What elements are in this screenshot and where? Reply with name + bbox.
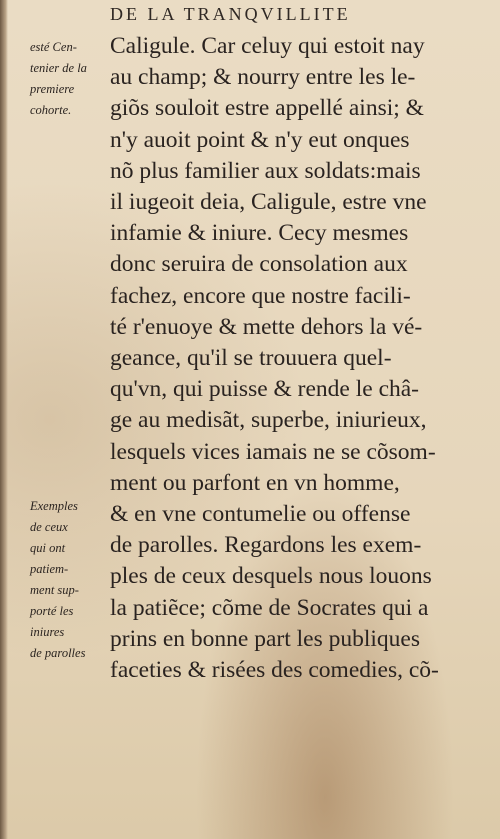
text-line: ment ou parfont en vn homme, — [110, 469, 400, 496]
text-line: au champ; & nourry entre les le- — [110, 64, 416, 91]
text-line: nõ plus familier aux soldats:mais — [110, 157, 421, 184]
margin-note-line: premiere — [30, 82, 75, 96]
text-line: Caligule. Car celuy qui estoit nay — [110, 33, 425, 59]
margin-note-line: patiem- — [30, 562, 69, 576]
show-through-texture — [250, 670, 490, 730]
text-line: geance, qu'il se trouuera quel- — [110, 345, 392, 372]
margin-note-line: tenier de la — [30, 61, 87, 75]
text-line: ge au medisãt, superbe, iniurieux, — [110, 407, 427, 434]
margin-note-line: esté Cen- — [30, 40, 77, 54]
text-line: ples de ceux desquels nous louons — [110, 563, 432, 590]
margin-note-line: qui ont — [30, 541, 66, 555]
text-line: té r'enuoye & mette dehors la vé- — [110, 313, 423, 340]
margin-note-line: de parolles — [30, 646, 86, 660]
margin-note-line: porté les — [30, 604, 74, 618]
margin-note-exemples — [30, 496, 108, 664]
text-line: lesquels vices iamais ne se cõsom- — [110, 438, 436, 465]
text-line: giõs souloit estre appellé ainsi; & — [110, 95, 424, 122]
text-line: n'y auoit point & n'y eut onques — [110, 126, 410, 153]
text-line: de parolles. Regardons les exem- — [110, 532, 422, 559]
running-head: DE LA TRANQVILLITE — [110, 4, 351, 24]
margin-note-line: iniures — [30, 625, 65, 639]
text-line: il iugeoit deia, Caligule, estre vne — [110, 189, 427, 216]
text-line: prins en bonne part les publiques — [110, 625, 421, 652]
text-line: faceties & risées des comedies, cõ- — [110, 657, 439, 684]
text-line: infamie & iniure. Cecy mesmes — [110, 220, 409, 247]
margin-note-centenier — [30, 37, 108, 121]
text-line: donc seruira de consolation aux — [110, 251, 408, 278]
margin-note-line: Exemples — [30, 499, 78, 513]
margin-note-line: cohorte. — [30, 103, 72, 117]
text-line: fachez, encore que nostre facili- — [110, 282, 411, 309]
margin-note-line: de ceux — [30, 520, 68, 534]
margin-note-line: ment sup- — [30, 583, 79, 597]
text-line: qu'vn, qui puisse & rende le châ- — [110, 376, 419, 403]
book-gutter — [0, 0, 8, 839]
text-line: & en vne contumelie ou offense — [110, 501, 411, 528]
main-text — [110, 31, 495, 686]
text-line: la patiẽce; cõme de Socrates qui a — [110, 594, 429, 621]
